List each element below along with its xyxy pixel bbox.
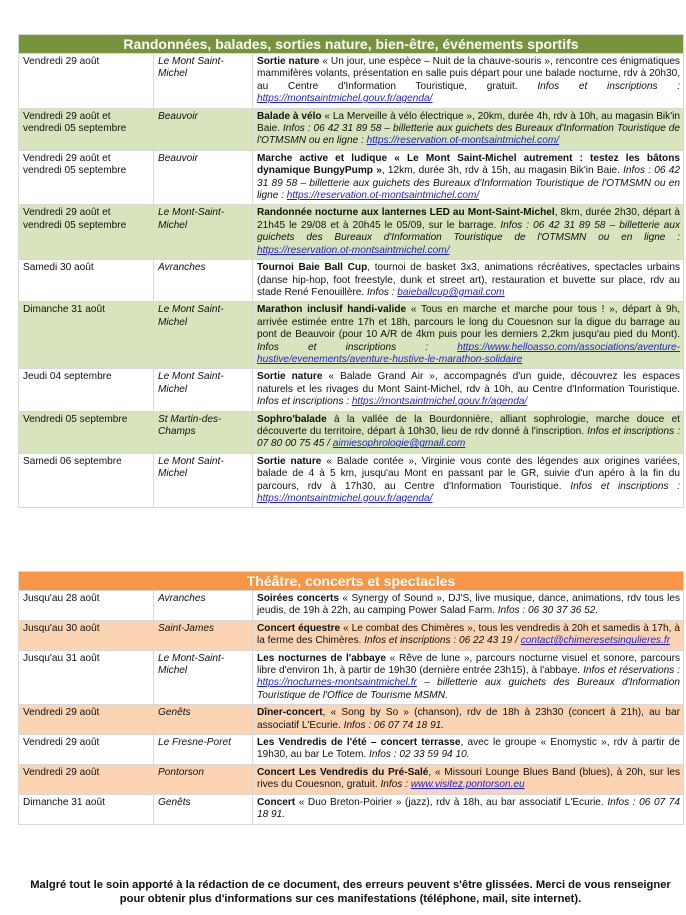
event-date: Jusqu'au 31 août xyxy=(19,650,154,705)
shows-events-body xyxy=(19,572,684,825)
event-description xyxy=(253,150,684,205)
event-link[interactable]: contact@chimeresetsingulieres.fr xyxy=(520,635,671,647)
table-row xyxy=(19,453,684,508)
event-date: Vendredi 29 août et vendredi 05 septembre xyxy=(19,150,154,205)
event-title: Concert xyxy=(257,796,296,808)
event-info: Infos : 06 42 31 89 58 – billetterie aux guichets des Bureaux d'Information Touristique de l'OTMSMN ou en ligne : xyxy=(257,165,680,202)
event-info: Infos : 06 07 74 18 91. xyxy=(257,796,681,821)
event-place: Avranches xyxy=(154,260,253,302)
event-description xyxy=(253,591,684,621)
event-date: Vendredi 29 août et vendredi 05 septembre xyxy=(19,108,154,150)
event-text: « Balade contée », Virginie vous conte des légendes aux origines variées, balade de 4 à 5 km, jusqu'au Mont en passant par le GR, suivie d'un apéro à la fin du parcours, rdv à 17h30, au Centre d'Information Touristique. xyxy=(257,455,680,492)
event-info: Infos : xyxy=(366,286,398,298)
event-place: Le Fresne-Poret xyxy=(154,735,253,765)
event-title: Balade à vélo xyxy=(257,110,322,122)
event-date: Vendredi 29 août xyxy=(19,735,154,765)
event-place: Le Mont-Saint-Michel xyxy=(154,650,253,705)
event-description xyxy=(253,411,684,453)
event-title: Les nocturnes de l'abbaye xyxy=(257,652,386,664)
table-row xyxy=(19,205,684,260)
event-place: Beauvoir xyxy=(154,108,253,150)
event-info: Infos et inscriptions : xyxy=(570,480,680,492)
event-link[interactable]: https://montsaintmichel.gouv.fr/agenda/ xyxy=(257,93,433,105)
event-date: Vendredi 05 septembre xyxy=(19,411,154,453)
event-text: , 12km, durée 3h, rdv à 15h, au magasin Bik'in Baie. xyxy=(381,165,624,177)
table-row xyxy=(19,302,684,369)
event-info: Infos : 06 30 37 36 52. xyxy=(497,605,599,617)
table-row xyxy=(19,620,684,650)
section-header xyxy=(19,572,684,591)
event-date: Vendredi 29 août xyxy=(19,54,154,109)
event-link[interactable]: https://montsaintmichel.gouv.fr/agenda/ xyxy=(351,396,528,408)
shows-events-table xyxy=(18,571,684,825)
event-info: Infos et réservations : xyxy=(583,665,681,677)
event-text: « Rêve de lune », parcours nocturne visuel et sonore, parcours libre d'environ 1h, à partir de 19h30 (dernière entrée 23h15), à l'abbaye. xyxy=(257,652,681,677)
section-title: Théâtre, concerts et spectacles xyxy=(19,572,684,591)
event-description xyxy=(253,735,684,765)
table-row xyxy=(19,650,684,705)
event-place: Le Mont-Saint-Michel xyxy=(154,205,253,260)
event-date: Vendredi 29 août et vendredi 05 septembre xyxy=(19,205,154,260)
event-description xyxy=(253,108,684,150)
event-text: « Duo Breton-Poirier » (jazz), rdv à 18h, au bar associatif L'Ecurie. xyxy=(295,796,608,808)
event-place: Beauvoir xyxy=(154,150,253,205)
event-link[interactable]: https://reservation.ot-montsaintmichel.com/ xyxy=(257,244,450,256)
event-info: Infos et inscriptions : xyxy=(257,341,458,353)
section-header xyxy=(19,35,684,54)
event-text: à la vallée de la Bourdonnière, alliant sophrologie, marche douce et découverte du territoire, départ à 10h30, lieu de rdv donné à l'inscription. xyxy=(257,413,680,437)
event-info: Infos : 06 42 31 89 58 – billetterie aux guichets des Bureaux d'Information Touristique de l'OTMSMN ou en ligne : xyxy=(257,219,680,244)
event-description xyxy=(253,453,684,508)
sports-events-body xyxy=(19,35,684,508)
event-title: Concert Les Vendredis du Pré-Salé xyxy=(257,766,429,778)
table-row xyxy=(19,591,684,621)
event-link[interactable]: www.visitez.pontorson.eu xyxy=(410,779,525,791)
event-description xyxy=(253,369,684,411)
event-title: Sortie nature xyxy=(257,455,322,467)
section-title: Randonnées, balades, sorties nature, bien-être, événements sportifs xyxy=(19,35,684,54)
event-link[interactable]: https://montsaintmichel.gouv.fr/agenda/ xyxy=(257,493,433,504)
event-date: Jusqu'au 28 août xyxy=(19,591,154,621)
event-text: « Le combat des Chimères », tous les vendredis à 20h et samedis à 17h, à la ferme des Chimères. xyxy=(257,622,681,647)
event-date: Dimanche 31 août xyxy=(19,302,154,369)
event-title: Sortie nature xyxy=(257,56,320,67)
event-date: Vendredi 29 août xyxy=(19,764,154,794)
event-info: Infos : 06 07 74 18 91. xyxy=(343,719,445,731)
event-title: Soirées concerts xyxy=(257,593,339,604)
event-place: St Martin-des-Champs xyxy=(154,411,253,453)
event-text: « La Merveille à vélo électrique », 20km, durée 4h, rdv à 10h, au magasin Bik'in Baie. xyxy=(257,110,680,135)
event-info: Infos : 02 33 59 94 10. xyxy=(369,749,470,761)
table-row xyxy=(19,411,684,453)
event-text: , tournoi de basket 3x3, animations récréatives, spectacles urbains (danse hip-hop, foot freestyle, dunk et street art), restauration et buvette sur place, rdv au stade René Fenouillère. xyxy=(257,262,680,298)
event-date: Dimanche 31 août xyxy=(19,794,154,824)
event-description xyxy=(253,205,684,260)
event-link[interactable]: https://reservation.ot-montsaintmichel.com/ xyxy=(286,190,480,202)
table-row xyxy=(19,260,684,302)
table-row xyxy=(19,794,684,824)
event-date: Samedi 06 septembre xyxy=(19,453,154,508)
event-info: Infos et inscriptions : xyxy=(257,396,352,408)
event-info: Infos : 06 42 31 89 58 – billetterie aux guichets des Bureaux d'Information Touristique de l'OTMSMN ou en ligne : xyxy=(257,123,681,147)
event-title: Concert équestre xyxy=(257,622,341,634)
table-row xyxy=(19,150,684,205)
sports-events-table xyxy=(18,34,684,508)
event-link[interactable]: baieballcup@gmail.com xyxy=(397,286,505,298)
event-place: Le Mont Saint-Michel xyxy=(154,302,253,369)
event-place: Saint-James xyxy=(154,620,253,650)
event-description xyxy=(253,650,684,705)
event-description xyxy=(253,794,684,824)
event-tail: – billetterie aux guichets des Bureaux d'Information Touristique de l'Office de Tourisme MSMN. xyxy=(257,677,681,701)
event-text: « Tous en marche et marche pour tous ! », départ à 9h, arrivée estimée entre 17h et 18h, parcours le long du Couesnon sur la digue du barrage au pont de Beauvoir (pour 10 A/R de 4km puis pour les derniers 2,2km jusqu'au pied du Mont). xyxy=(257,304,681,341)
event-description xyxy=(253,705,684,735)
event-text: « Balade Grand Air », accompagnés d'un guide, découvrez les espaces naturels et les rivages du Mont Saint-Michel, rdv à 10h, au Centre d'Information Touristique. xyxy=(257,371,680,395)
event-date: Jeudi 04 septembre xyxy=(19,369,154,411)
event-place: Le Mont Saint-Michel xyxy=(154,54,253,109)
event-date: Jusqu'au 30 août xyxy=(19,620,154,650)
event-place: Le Mont Saint-Michel xyxy=(154,453,253,508)
event-title: Sophro'balade xyxy=(257,413,327,425)
event-title: Sortie nature xyxy=(257,371,323,383)
event-text: , « Missouri Lounge Blues Band (blues), à 20h, sur les rives du Couesnon, gratuit. xyxy=(257,766,681,791)
event-title: Randonnée nocturne aux lanternes LED au Mont-Saint-Michel xyxy=(257,207,555,219)
event-place: Genêts xyxy=(154,794,253,824)
event-info: Infos et inscriptions : 07 80 00 75 45 / xyxy=(257,425,680,450)
event-place: Genêts xyxy=(154,705,253,735)
event-link[interactable]: https://www.helloasso.com/associations/aventure-hustive/evenements/aventure-hustive-le-marathon-solidaire xyxy=(257,341,680,365)
event-link[interactable]: https://nocturnes-montsaintmichel.fr xyxy=(257,677,417,689)
event-description xyxy=(253,260,684,302)
table-row xyxy=(19,705,684,735)
event-text: , « Song by So » (chanson), rdv de 18h à 23h30 (concert à 21h), au bar associatif L'Ecurie. xyxy=(257,707,681,731)
event-title: Tournoi Baie Ball Cup xyxy=(257,262,368,274)
event-info: Infos et inscriptions : 06 22 43 19 / xyxy=(364,635,521,647)
event-info: Infos et inscriptions : xyxy=(537,80,681,92)
event-title: Marche active et ludique « Le Mont Saint-Michel autrement : testez les bâtons dynamique BungyPump » xyxy=(257,152,680,177)
event-description xyxy=(253,620,684,650)
event-place: Avranches xyxy=(154,591,253,621)
event-link[interactable]: aimiesophrologie@gmail.com xyxy=(332,438,466,450)
event-title: Les Vendredis de l'été – concert terrasse xyxy=(257,737,461,749)
table-row xyxy=(19,369,684,411)
table-row xyxy=(19,764,684,794)
table-row xyxy=(19,735,684,765)
event-date: Samedi 30 août xyxy=(19,260,154,302)
event-text: , avec le groupe « Enomystic », rdv à partir de 19h30, au bar Le Totem. xyxy=(257,737,681,761)
event-link[interactable]: https://reservation.ot-montsaintmichel.com/ xyxy=(366,135,560,147)
event-description xyxy=(253,764,684,794)
event-date: Vendredi 29 août xyxy=(19,705,154,735)
event-text: , 8km, durée 2h30, départ à 21h45 le 29/08 et à 20h45 le 05/09, sur le barrage. xyxy=(257,207,680,231)
event-description xyxy=(253,54,684,109)
event-place: Le Mont Saint-Michel xyxy=(154,369,253,411)
table-row xyxy=(19,54,684,109)
event-title: Dîner-concert xyxy=(257,707,323,719)
event-description xyxy=(253,302,684,369)
event-text: « Un jour, une espèce – Nuit de la chauve-souris », rencontre ces énigmatiques mammifères volants, présentation en salle puis départ pour une balade nocturne, rdv à 20h30, au Centre d'Information Touristique, gratuit. xyxy=(257,56,680,92)
event-text: « Synergy of Sound », DJ'S, live musique, dance, animations, rdv tous les jeudis, de 19h à 22h, au camping Power Salad Farm. xyxy=(257,593,681,617)
event-info: Infos : xyxy=(380,779,411,791)
event-title: Marathon inclusif handi-valide xyxy=(257,304,407,316)
disclaimer-footer: Malgré tout le soin apporté à la rédaction de ce document, des erreurs peuvent s'être glissées. Merci de vous renseigner pour obtenir plus d'informations sur ces manifestations (téléphone, mail, site internet). xyxy=(30,879,671,905)
table-row xyxy=(19,108,684,150)
event-place: Pontorson xyxy=(154,764,253,794)
